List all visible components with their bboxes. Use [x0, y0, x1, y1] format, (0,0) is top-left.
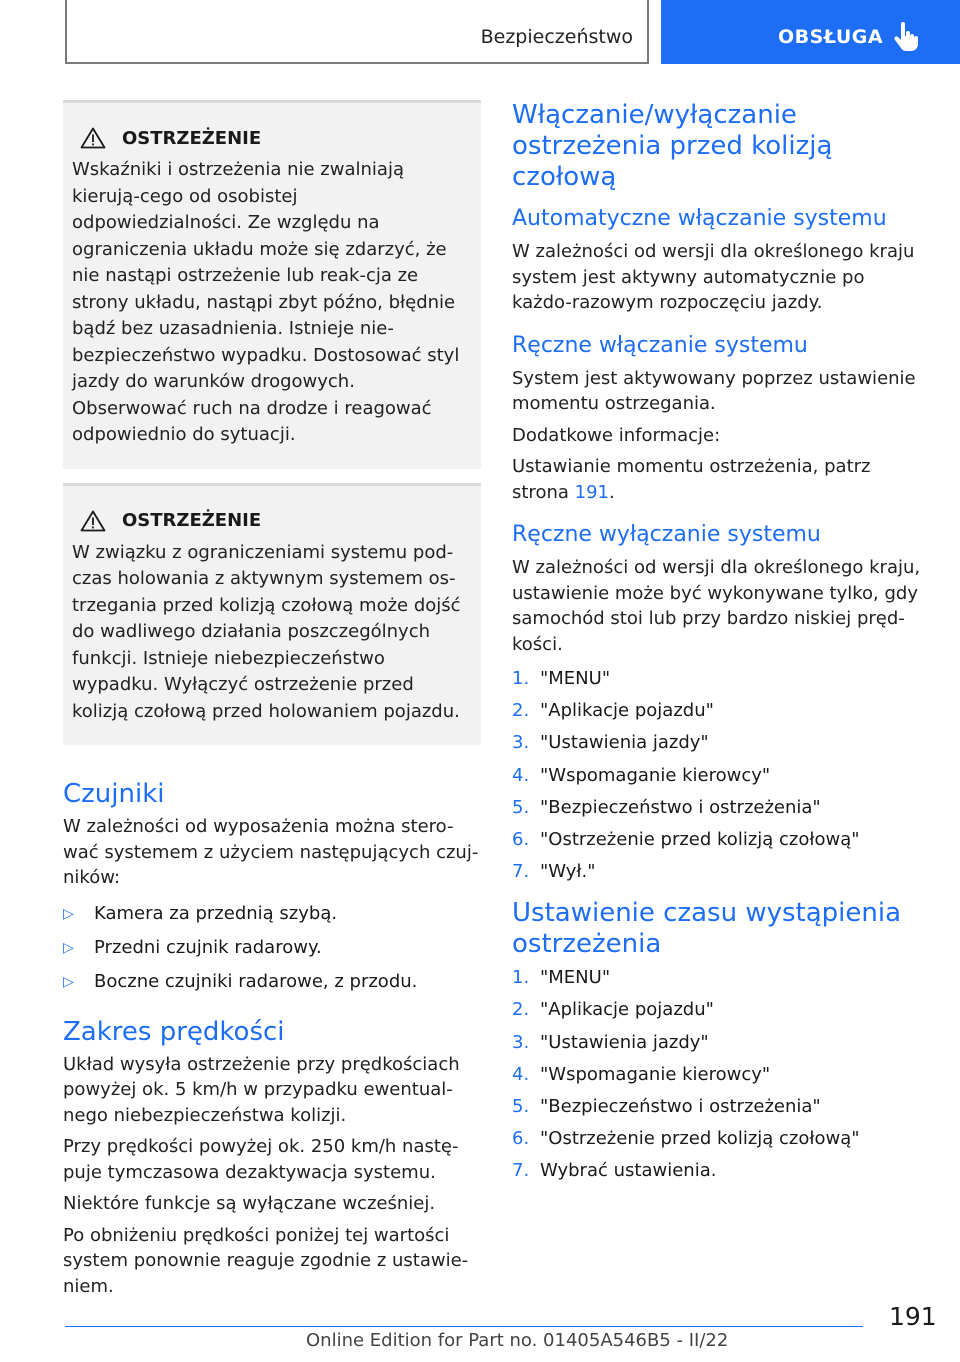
step-item: 6. "Ostrzeżenie przed kolizją czołową"	[512, 828, 860, 850]
cross-reference: Ustawianie momentu ostrzeżenia, patrz strona 191.	[512, 456, 871, 503]
step-item: 7. "Wył."	[512, 861, 596, 883]
sensors-heading: Czujniki	[63, 779, 165, 809]
step-item: 1. "MENU"	[512, 967, 611, 989]
warning-box	[63, 100, 481, 469]
manual-on-heading: Ręczne włączanie systemu	[512, 332, 808, 358]
step-item: 3. "Ustawienia jazdy"	[512, 1031, 709, 1053]
footer-edition: Online Edition for Part no. 01405A546B5 - II/22	[306, 1330, 729, 1351]
header-section-title: Bezpieczeństwo	[480, 26, 633, 48]
step-item: 4. "Wspomaganie kierowcy"	[512, 764, 771, 786]
step-item: 5. "Bezpieczeństwo i ostrzeżenia"	[512, 796, 821, 818]
right-column	[512, 100, 927, 1191]
auto-text: W zależności od wersji dla określonego kraju system jest aktywny automatycznie po każdo-razowym rozpoczęciu jazdy.	[512, 241, 915, 313]
header-section-box	[65, 0, 649, 64]
left-column	[63, 100, 481, 1299]
sensors-list	[63, 901, 481, 995]
warning-triangle-icon	[80, 510, 106, 532]
page-link[interactable]: 191	[574, 481, 609, 503]
speed-paragraph: Układ wysyła ostrzeżenie przy prędkościach powyżej ok. 5 km/h w przypadku ewentual-nego niebezpieczeństwa kolizji.	[63, 1053, 460, 1126]
manual-on-text: System jest aktywowany poprzez ustawienie momentu ostrzegania.	[512, 367, 916, 414]
step-item: 1. "MENU"	[512, 668, 611, 689]
bullet-triangle-icon: ▷	[63, 905, 74, 922]
warning-header	[80, 127, 473, 149]
manual-off-heading: Ręczne wyłączanie systemu	[512, 522, 821, 547]
speed-paragraph: Przy prędkości powyżej ok. 250 km/h nastę-puje tymczasowa dezaktywacja systemu.	[63, 1136, 459, 1183]
warning-triangle-icon	[80, 127, 106, 149]
step-item: 6. "Ostrzeżenie przed kolizją czołową"	[512, 1128, 860, 1150]
warning-text: Wskaźniki i ostrzeżenia nie zwalniają kierują-cego od osobistej odpowiedzialności. Ze względu na ograniczenia układu może się zdarzyć, że nie nastąpi ostrzeżenie lub reak-cja ze strony układu, nastąpi zbyt późno, błędnie bądź bez uzasadnienia. Istnieje nie-bezpieczeństwo wypadku. Dostosować styl jazdy do warunków drogowych. Obserwować ruch na drodze i reagować odpowiednio do sytuacji.	[72, 159, 460, 445]
step-item: 5. "Bezpieczeństwo i ostrzeżenia"	[512, 1095, 821, 1117]
hand-pointer-icon	[893, 22, 919, 52]
speed-paragraph: Niektóre funkcje są wyłączane wcześniej.	[63, 1193, 436, 1214]
additional-info-label: Dodatkowe informacje:	[512, 424, 721, 446]
list-item: ▷ Kamera za przednią szybą.	[63, 901, 481, 927]
speed-heading: Zakres prędkości	[63, 1016, 285, 1047]
step-item: 3. "Ustawienia jazdy"	[512, 732, 709, 754]
speed-paragraph: Po obniżeniu prędkości poniżej tej wartości system ponownie reaguje zgodnie z ustawie-niem.	[63, 1224, 469, 1297]
step-item: 7. Wybrać ustawienia.	[512, 1160, 717, 1182]
section-title: Włączanie/wyłączanie ostrzeżenia przed kolizją czołową	[512, 100, 833, 192]
bullet-triangle-icon: ▷	[63, 973, 74, 990]
warning-header	[80, 510, 473, 532]
manual-off-text: W zależności od wersji dla określonego kraju, ustawienie może być wykonywane tylko, gdy samochód stoi lub przy bardzo niskiej pręd-kości.	[512, 557, 921, 655]
step-item: 4. "Wspomaganie kierowcy"	[512, 1063, 771, 1085]
page-number: 191	[889, 1302, 937, 1331]
auto-heading: Automatyczne włączanie systemu	[512, 206, 887, 231]
step-item: 2. "Aplikacje pojazdu"	[512, 999, 714, 1021]
warning-box	[63, 483, 481, 746]
header-chapter-tab[interactable]	[661, 0, 960, 64]
warning-text: W związku z ograniczeniami systemu pod-czas holowania z aktywnym systemem os-trzegania przed kolizją czołową może dojść do wadliwego działania poszczególnych funkcji. Istnieje niebezpieczeństwo wypadku. Wyłączyć ostrzeżenie przed kolizją czołową przed holowaniem pojazdu.	[72, 541, 461, 722]
bullet-triangle-icon: ▷	[63, 939, 74, 956]
manual-off-steps	[512, 667, 927, 884]
footer-divider	[65, 1326, 863, 1327]
list-item: ▷ Przedni czujnik radarowy.	[63, 935, 481, 961]
sensors-intro: W zależności od wyposażenia można stero-wać systemem z użyciem następujących czuj-ników:	[63, 816, 479, 888]
timing-heading: Ustawienie czasu wystąpienia ostrzeżenia	[512, 898, 901, 960]
timing-steps	[512, 966, 927, 1183]
header-chapter-title: OBSŁUGA	[778, 26, 884, 48]
warning-title: OSTRZEŻENIE	[122, 510, 262, 531]
step-item: 2. "Aplikacje pojazdu"	[512, 700, 714, 722]
warning-title: OSTRZEŻENIE	[122, 127, 262, 149]
list-item: ▷ Boczne czujniki radarowe, z przodu.	[63, 969, 481, 995]
